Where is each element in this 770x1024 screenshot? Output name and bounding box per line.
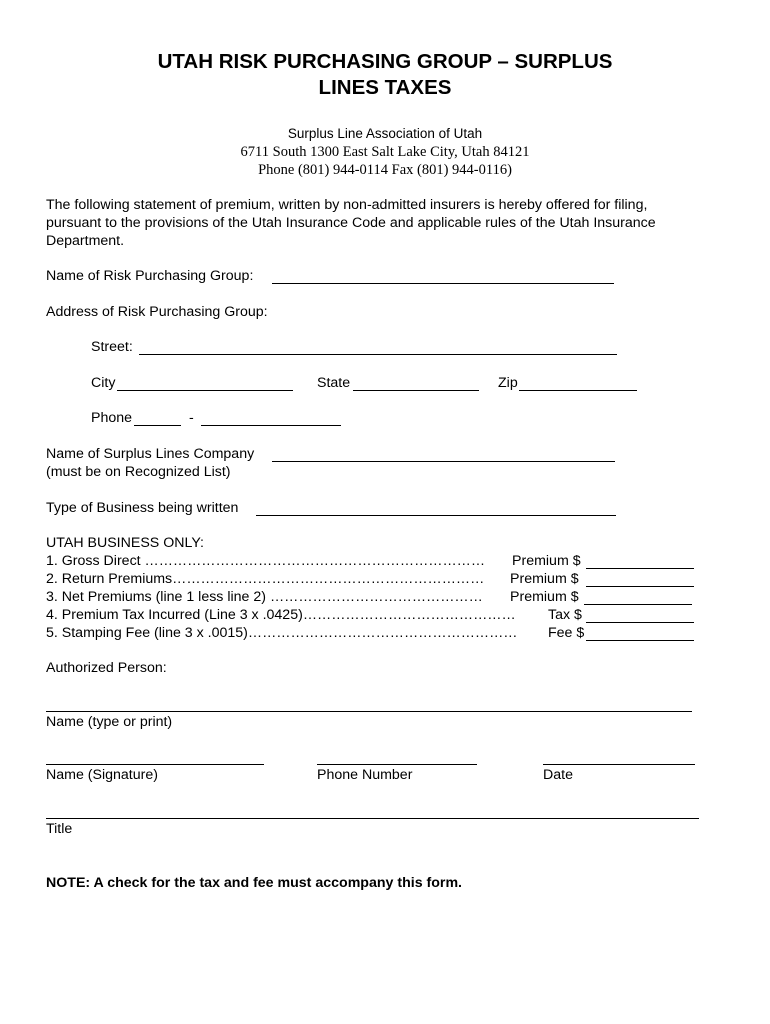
surplus-company-field[interactable] <box>272 461 615 462</box>
page-title-line1: UTAH RISK PURCHASING GROUP – SURPLUS <box>157 50 613 73</box>
business-line-4-suffix: Tax $ <box>548 607 582 623</box>
business-type-field[interactable] <box>256 515 616 516</box>
date-label: Date <box>543 767 573 783</box>
authorized-person-label: Authorized Person: <box>46 660 167 676</box>
business-heading: UTAH BUSINESS ONLY: <box>46 535 204 551</box>
phone-separator: - <box>189 410 194 426</box>
business-line-3 <box>46 588 511 606</box>
business-line-label: 3. Net Premiums (line 1 less line 2) <box>46 589 270 605</box>
dot-leader: ………………………………………………………… <box>172 571 485 587</box>
org-address: 6711 South 1300 East Salt Lake City, Utah 84121 <box>240 144 530 160</box>
business-line-2 <box>46 570 511 588</box>
business-line-5-suffix: Fee $ <box>548 625 585 641</box>
stamping-fee-field[interactable] <box>586 640 694 641</box>
dot-leader: ………………………………………………… <box>247 625 518 641</box>
zip-label: Zip <box>498 375 518 391</box>
premium-tax-field[interactable] <box>586 622 694 623</box>
business-line-label: 5. Stamping Fee (line 3 x .0015) <box>46 625 248 641</box>
surplus-company-note: (must be on Recognized List) <box>46 464 231 480</box>
rpg-name-label: Name of Risk Purchasing Group: <box>46 268 254 284</box>
title-label: Title <box>46 821 73 837</box>
zip-field[interactable] <box>519 390 637 391</box>
business-line-4 <box>46 606 546 624</box>
business-line-label: 4. Premium Tax Incurred (Line 3 x .0425) <box>46 607 303 623</box>
business-line-3-suffix: Premium $ <box>510 589 579 605</box>
intro-line-1: The following statement of premium, written by non-admitted insurers is hereby offered for filing, <box>46 197 648 213</box>
intro-line-2: pursuant to the provisions of the Utah Insurance Code and applicable rules of the Utah Insurance <box>46 215 656 231</box>
return-premium-field[interactable] <box>586 586 694 587</box>
business-line-1-suffix: Premium $ <box>512 553 581 569</box>
phone-number-label: Phone Number <box>317 767 413 783</box>
phone-label: Phone <box>91 410 133 426</box>
business-line-5 <box>46 624 546 642</box>
signature-field[interactable] <box>46 764 264 765</box>
business-type-label: Type of Business being written <box>46 500 239 516</box>
org-phone-fax: Phone (801) 944-0114 Fax (801) 944-0116) <box>258 162 512 178</box>
note-text: NOTE: A check for the tax and fee must accompany this form. <box>46 875 462 891</box>
state-label: State <box>317 375 351 391</box>
page-title-line2: LINES TAXES <box>318 76 452 99</box>
phone-area-code-field[interactable] <box>134 425 181 426</box>
business-line-label: 1. Gross Direct <box>46 553 145 569</box>
city-label: City <box>91 375 116 391</box>
business-line-1 <box>46 552 511 570</box>
name-signature-label: Name (Signature) <box>46 767 158 783</box>
name-print-label: Name (type or print) <box>46 714 173 730</box>
street-field[interactable] <box>139 354 617 355</box>
dot-leader: ……………………………………… <box>302 607 516 623</box>
dot-leader: ……………………………………………………………… <box>144 553 486 569</box>
address-label: Address of Risk Purchasing Group: <box>46 304 268 320</box>
date-field[interactable] <box>543 764 695 765</box>
net-premium-field[interactable] <box>584 604 692 605</box>
org-name: Surplus Line Association of Utah <box>287 126 483 141</box>
title-field[interactable] <box>46 818 699 819</box>
gross-direct-premium-field[interactable] <box>586 568 694 569</box>
phone-number-sign-field[interactable] <box>317 764 477 765</box>
street-label: Street: <box>91 339 133 355</box>
business-line-label: 2. Return Premiums <box>46 571 173 587</box>
surplus-company-label: Name of Surplus Lines Company <box>46 446 255 462</box>
name-print-field[interactable] <box>46 711 692 712</box>
rpg-name-field[interactable] <box>272 283 614 284</box>
business-line-2-suffix: Premium $ <box>510 571 579 587</box>
city-field[interactable] <box>117 390 293 391</box>
state-field[interactable] <box>353 390 479 391</box>
dot-leader: ……………………………………… <box>269 589 483 605</box>
intro-line-3: Department. <box>46 233 125 249</box>
phone-number-field[interactable] <box>201 425 341 426</box>
